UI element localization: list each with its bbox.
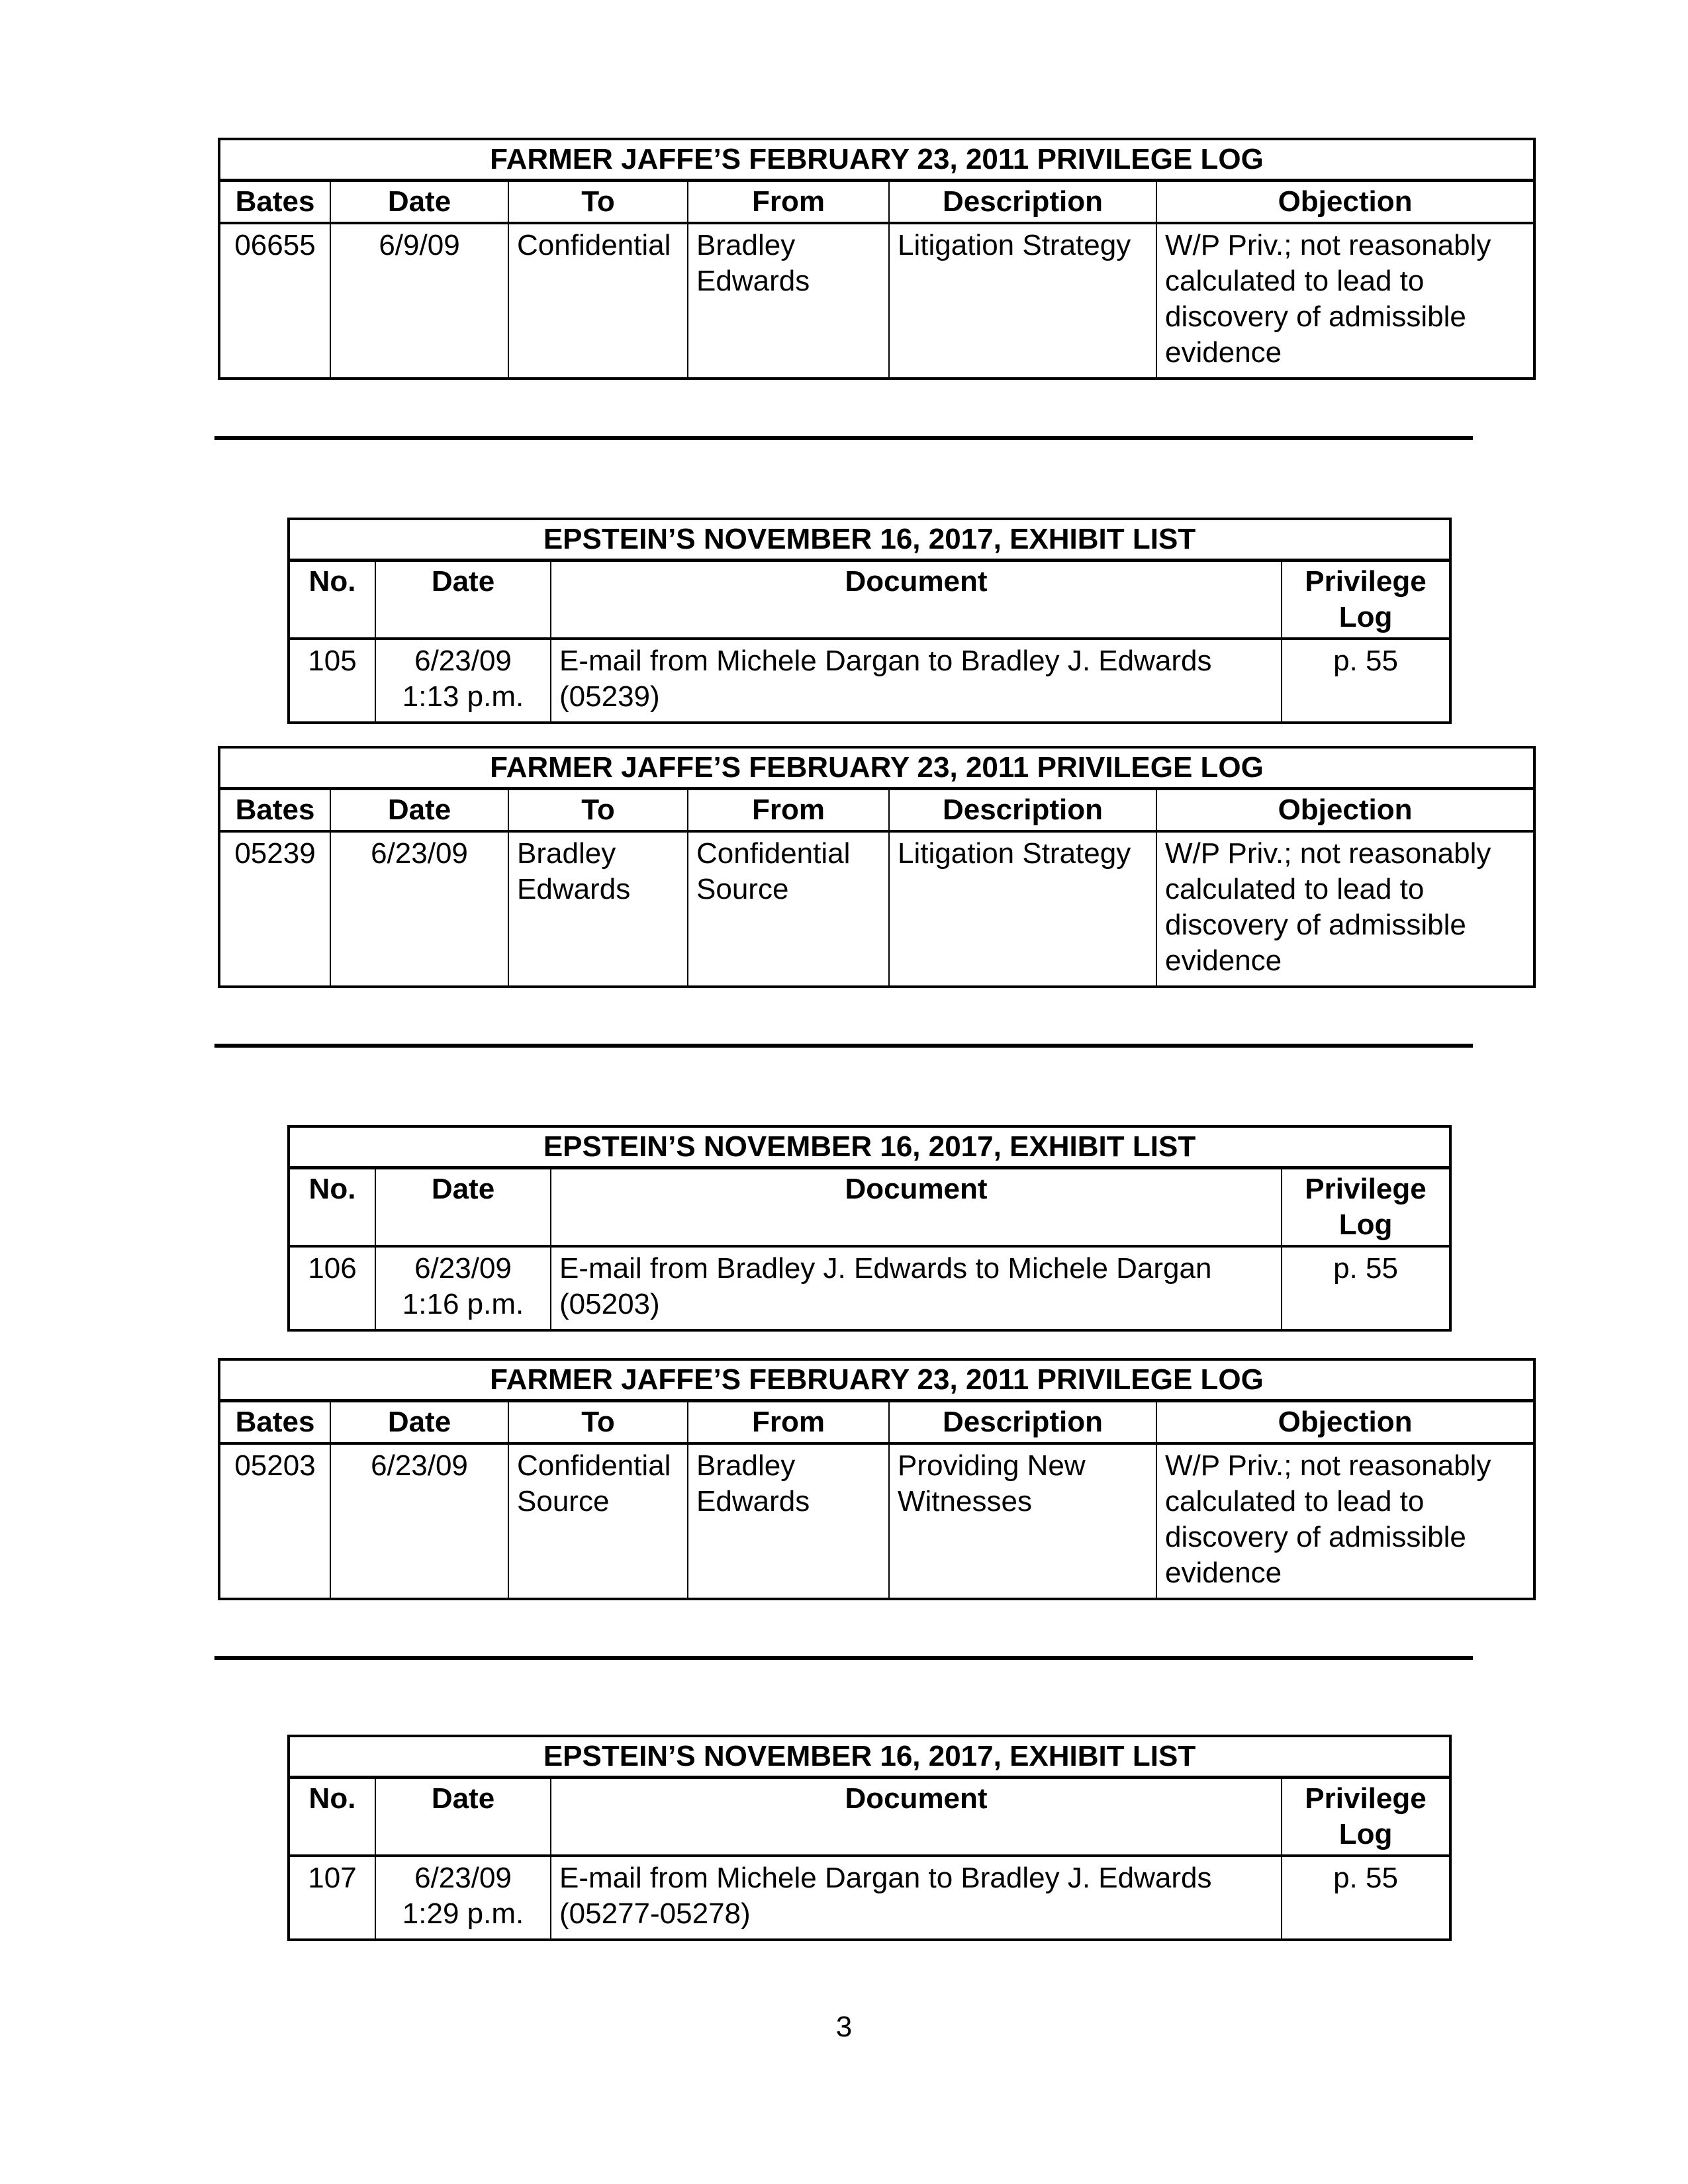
column-header-objection: Objection [1156, 181, 1534, 224]
column-header-date: Date [330, 789, 508, 832]
table-title: FARMER JAFFE’S FEBRUARY 23, 2011 PRIVILEGE LOG [219, 139, 1534, 181]
table-title-row [219, 747, 1534, 789]
cell-bates: 05203 [219, 1443, 330, 1599]
section-divider-3 [214, 1656, 1473, 1660]
column-header-description: Description [889, 1401, 1156, 1444]
cell-to: Confidential Source [508, 1443, 688, 1599]
table-row [219, 831, 1534, 987]
table-title: FARMER JAFFE’S FEBRUARY 23, 2011 PRIVILEGE LOG [219, 747, 1534, 789]
cell-objection: W/P Priv.; not reasonably calculated to lead to discovery of admissible evidence [1156, 223, 1534, 379]
cell-no: 107 [289, 1856, 375, 1940]
farmer-privilege-log-table-3 [218, 1358, 1536, 1600]
table-header-row [219, 1401, 1534, 1444]
table-row [289, 1856, 1450, 1940]
column-header-privilege-log: Privilege Log [1282, 1168, 1450, 1247]
page-number: 3 [835, 2011, 853, 2043]
column-header-document: Document [551, 1778, 1282, 1856]
column-header-from: From [688, 789, 889, 832]
column-header-no: No. [289, 1168, 375, 1247]
table-row [289, 1246, 1450, 1330]
cell-from: Confidential Source [688, 831, 889, 987]
table-row [289, 639, 1450, 723]
column-header-bates: Bates [219, 789, 330, 832]
table-header-row [289, 1778, 1450, 1856]
column-header-date: Date [330, 181, 508, 224]
column-header-bates: Bates [219, 1401, 330, 1444]
section-divider-1 [214, 436, 1473, 440]
column-header-document: Document [551, 1168, 1282, 1247]
column-header-document: Document [551, 561, 1282, 639]
table-title: EPSTEIN’S NOVEMBER 16, 2017, EXHIBIT LIST [289, 519, 1450, 561]
cell-description: Litigation Strategy [889, 223, 1156, 379]
column-header-from: From [688, 181, 889, 224]
table-title-row [289, 519, 1450, 561]
cell-no: 106 [289, 1246, 375, 1330]
cell-date: 6/23/09 1:16 p.m. [375, 1246, 551, 1330]
cell-date: 6/23/09 [330, 1443, 508, 1599]
cell-bates: 06655 [219, 223, 330, 379]
section-divider-2 [214, 1044, 1473, 1048]
column-header-description: Description [889, 181, 1156, 224]
cell-privilege-log: p. 55 [1282, 1856, 1450, 1940]
cell-description: Providing New Witnesses [889, 1443, 1156, 1599]
cell-objection: W/P Priv.; not reasonably calculated to lead to discovery of admissible evidence [1156, 831, 1534, 987]
table-header-row [219, 181, 1534, 224]
table-title-row [289, 1126, 1450, 1168]
cell-to: Bradley Edwards [508, 831, 688, 987]
cell-document: E-mail from Bradley J. Edwards to Michele Dargan (05203) [551, 1246, 1282, 1330]
cell-to: Confidential [508, 223, 688, 379]
column-header-privilege-log: Privilege Log [1282, 1778, 1450, 1856]
column-header-no: No. [289, 561, 375, 639]
farmer-privilege-log-table-1 [218, 138, 1536, 380]
cell-date: 6/23/09 [330, 831, 508, 987]
cell-bates: 05239 [219, 831, 330, 987]
table-row [219, 223, 1534, 379]
column-header-no: No. [289, 1778, 375, 1856]
cell-from: Bradley Edwards [688, 223, 889, 379]
cell-date: 6/23/09 1:29 p.m. [375, 1856, 551, 1940]
column-header-description: Description [889, 789, 1156, 832]
column-header-objection: Objection [1156, 789, 1534, 832]
table-title-row [219, 139, 1534, 181]
column-header-from: From [688, 1401, 889, 1444]
table-title: EPSTEIN’S NOVEMBER 16, 2017, EXHIBIT LIST [289, 1126, 1450, 1168]
epstein-exhibit-list-table-1 [287, 518, 1452, 724]
column-header-bates: Bates [219, 181, 330, 224]
cell-document: E-mail from Michele Dargan to Bradley J. Edwards (05277-05278) [551, 1856, 1282, 1940]
column-header-to: To [508, 1401, 688, 1444]
column-header-to: To [508, 181, 688, 224]
epstein-exhibit-list-table-3 [287, 1735, 1452, 1941]
column-header-date: Date [375, 561, 551, 639]
table-title-row [289, 1736, 1450, 1778]
cell-document: E-mail from Michele Dargan to Bradley J. Edwards (05239) [551, 639, 1282, 723]
table-header-row [219, 789, 1534, 832]
column-header-date: Date [330, 1401, 508, 1444]
cell-from: Bradley Edwards [688, 1443, 889, 1599]
column-header-privilege-log: Privilege Log [1282, 561, 1450, 639]
column-header-date: Date [375, 1168, 551, 1247]
cell-objection: W/P Priv.; not reasonably calculated to lead to discovery of admissible evidence [1156, 1443, 1534, 1599]
cell-privilege-log: p. 55 [1282, 639, 1450, 723]
cell-date: 6/9/09 [330, 223, 508, 379]
table-header-row [289, 561, 1450, 639]
column-header-objection: Objection [1156, 1401, 1534, 1444]
table-title-row [219, 1359, 1534, 1401]
column-header-to: To [508, 789, 688, 832]
cell-description: Litigation Strategy [889, 831, 1156, 987]
farmer-privilege-log-table-2 [218, 746, 1536, 988]
table-title: EPSTEIN’S NOVEMBER 16, 2017, EXHIBIT LIST [289, 1736, 1450, 1778]
table-header-row [289, 1168, 1450, 1247]
epstein-exhibit-list-table-2 [287, 1125, 1452, 1332]
cell-privilege-log: p. 55 [1282, 1246, 1450, 1330]
cell-no: 105 [289, 639, 375, 723]
table-title: FARMER JAFFE’S FEBRUARY 23, 2011 PRIVILEGE LOG [219, 1359, 1534, 1401]
table-row [219, 1443, 1534, 1599]
cell-date: 6/23/09 1:13 p.m. [375, 639, 551, 723]
column-header-date: Date [375, 1778, 551, 1856]
